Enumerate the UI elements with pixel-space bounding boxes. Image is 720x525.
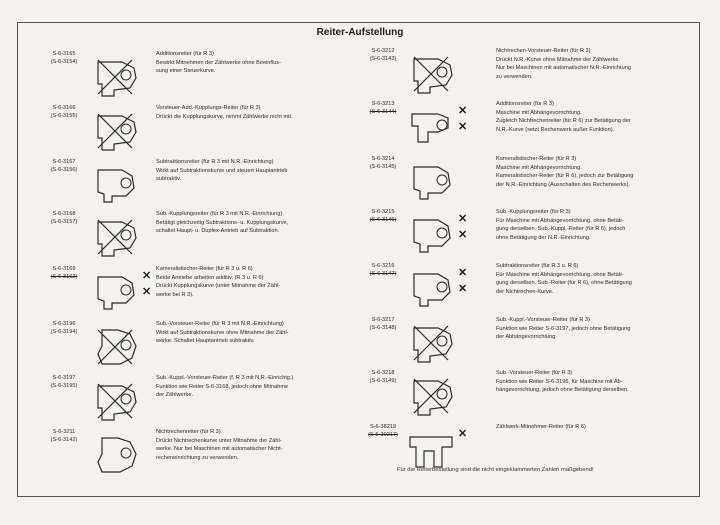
- description-line: subtraktiv.: [156, 176, 182, 183]
- part-number-old: (S-6-3157): [50, 219, 78, 225]
- part-number-old: (S-6-3162): [50, 274, 78, 280]
- description-line: Sub.-Vorsteuer-Reiter (für R 3): [496, 370, 573, 376]
- tab-hole: [121, 70, 131, 80]
- tab-illustration: [92, 108, 140, 154]
- tab-description: [496, 262, 632, 296]
- tab-description: [496, 208, 625, 242]
- description-line: Drückt N.R.-Kurve ohne Mitnahme der Zählwerke.: [496, 56, 621, 63]
- tab-illustration: [92, 214, 140, 260]
- part-number: [352, 423, 414, 439]
- x-mark-icon: ✕: [458, 229, 468, 241]
- part-number-current: S-6-3165: [52, 51, 76, 57]
- description-line: Sub.-Kupplungsreiter (für R 3): [496, 209, 571, 215]
- tab-outline: [414, 274, 450, 306]
- description-line: gung derselben. Sub.-Kuppl.-Reiter (für R 6), jedoch: [496, 226, 626, 233]
- part-number: [33, 158, 95, 174]
- tab-illustration: [408, 373, 456, 419]
- part-number-old: (S-6-3145): [369, 164, 397, 170]
- tab-outline: [414, 220, 450, 252]
- part-number-current: S-6-3214: [371, 156, 395, 162]
- tab-hole: [437, 389, 447, 399]
- part-number: [352, 100, 414, 116]
- tab-drawing: [92, 162, 140, 208]
- part-number-current: S-6-3218: [371, 370, 395, 376]
- tab-drawing: [408, 104, 456, 150]
- part-number-current: S-6-3167: [52, 159, 76, 165]
- part-number: [352, 262, 414, 278]
- part-number: [33, 50, 95, 66]
- description-line: Vorsteuer-Add.-Kupplungs-Reiter (für R 3): [156, 105, 261, 111]
- description-line: Wirkt auf Subtraktionskurve und steuert Hauptantrieb: [156, 167, 288, 174]
- tab-description: [156, 374, 293, 400]
- tab-illustration: [92, 54, 140, 100]
- tab-description: [156, 320, 288, 346]
- description-line: N.R.-Kurve (setzt Rechenwerk außer Funktion).: [496, 126, 615, 133]
- description-line: Bewirkt Mitnehmen der Zählwerke ohne Beeinflus-: [156, 59, 281, 66]
- description-line: Kameralistischer-Reiter (für R 6), jedoch zur Betätigung: [496, 173, 634, 180]
- tab-drawing: [92, 214, 140, 260]
- description-line: Subtraktionsreiter (für R 3 u. R 6): [496, 263, 579, 269]
- tab-drawing: [92, 432, 140, 478]
- part-number-old: (S-6-30217): [368, 432, 398, 438]
- tab-drawing: [408, 373, 456, 419]
- part-number: [33, 428, 95, 444]
- tab-illustration: [408, 159, 456, 205]
- tab-illustration: [408, 320, 456, 366]
- tab-outline: [412, 114, 448, 142]
- tab-drawing: [408, 51, 456, 97]
- tab-drawing: [408, 266, 456, 312]
- x-mark-icon: ✕: [458, 213, 468, 225]
- description-line: der Abhängevorrichtung.: [496, 334, 557, 341]
- part-number-old: (S-6-3195): [50, 383, 78, 389]
- tab-description: [496, 47, 631, 81]
- x-mark-icon: ✕: [142, 286, 152, 298]
- description-line: Additionsreiter (für R 3): [496, 101, 554, 107]
- tab-description: [496, 155, 633, 189]
- tab-hole: [437, 282, 447, 292]
- description-line: Für Maschine mit Abhängevorrichtung, ohne Betäti-: [496, 217, 624, 224]
- tab-hole: [121, 448, 131, 458]
- part-number-old: (S-6-3142): [50, 437, 78, 443]
- tab-drawing: [408, 159, 456, 205]
- description-line: der Zählwerke.: [156, 392, 193, 399]
- tab-drawing: [408, 212, 456, 258]
- description-line: Nichtrechen-Vorsteuer-Reiter (für R 3): [496, 48, 591, 54]
- tab-illustration: [92, 324, 140, 370]
- part-number-current: S-6-3216: [371, 263, 395, 269]
- description-line: Zugleich Nichtrechenreiter (für R 6) zur Betätigung der: [496, 118, 631, 125]
- tab-hole: [121, 394, 131, 404]
- part-number: [352, 47, 414, 63]
- part-number-current: S-6-38219: [369, 424, 397, 430]
- tab-illustration: [408, 104, 456, 150]
- description-line: der N.R.-Einrichtung (Ausschalten des Rechenwerks).: [496, 181, 630, 188]
- tab-description: [156, 428, 283, 462]
- tab-drawing: [408, 320, 456, 366]
- description-line: Funktion wie Reiter S-6-3196, für Maschine mit Ab-: [496, 378, 623, 385]
- part-number: [33, 320, 95, 336]
- description-line: ohne Betätigung der N.R.-Einrichtung.: [496, 234, 591, 241]
- description-line: Sub.-Kuppl.-Vorsteuer-Reiter (f. R 3 mit N.R.-Einrichtg.): [156, 375, 294, 381]
- description-line: Sub.-Kuppl.-Vorsteuer-Reiter (für R 3): [496, 317, 590, 323]
- description-line: Kameralistischer-Reiter (für R 3): [496, 156, 577, 162]
- part-number-old: (S-6-3143): [369, 56, 397, 62]
- tab-description: [496, 423, 586, 432]
- tab-drawing: [92, 108, 140, 154]
- part-number-current: S-6-3196: [52, 321, 76, 327]
- tab-description: [156, 158, 288, 184]
- part-number-current: S-6-3213: [371, 101, 395, 107]
- tab-outline: [98, 277, 134, 309]
- tab-description: [156, 104, 292, 121]
- part-number-old: (S-6-3147): [369, 271, 397, 277]
- part-number: [33, 104, 95, 120]
- x-mark-icon: ✕: [458, 283, 468, 295]
- part-number-current: S-6-3166: [52, 105, 76, 111]
- description-line: der Nichtrechen-Kurve.: [496, 288, 554, 295]
- tab-outline: [98, 170, 134, 202]
- description-line: gung derselben. Sub.-Reiter (für R 6), ohne Betätigung: [496, 280, 632, 287]
- part-number: [33, 210, 95, 226]
- description-line: werke. Schaltet Hauptantrieb subtraktiv.: [156, 338, 255, 345]
- description-line: Zählwerk-Mitnehmer-Reiter (für R 6): [496, 424, 586, 430]
- tab-hole: [121, 124, 131, 134]
- description-line: Nur bei Maschinen mit automatischer N.R.-Einrichtung: [496, 65, 631, 72]
- part-number: [33, 265, 95, 281]
- tab-illustration: [408, 212, 456, 258]
- part-number: [33, 374, 95, 390]
- description-line: Drückt Kupplungskurve (unter Mitnahme der Zähl-: [156, 283, 281, 290]
- tab-description: [156, 210, 288, 236]
- tab-outline: [414, 167, 450, 199]
- tab-hole: [437, 175, 447, 185]
- description-line: Kameralistischer-Reiter (für R 3 u. R 6): [156, 266, 253, 272]
- tab-drawing: [92, 324, 140, 370]
- footer-note: Für die Reiterbestellung sind die nicht eingeklammerten Zahlen maßgebend!: [397, 467, 594, 473]
- page-title: Reiter-Aufstellung: [316, 27, 404, 38]
- part-number-current: S-6-3168: [52, 211, 76, 217]
- tab-illustration: [92, 269, 140, 315]
- part-number-old: (S-6-3144): [369, 109, 397, 115]
- x-mark-icon: ✕: [458, 428, 468, 440]
- tab-drawing: [92, 378, 140, 424]
- part-number-old: (S-6-3148): [369, 325, 397, 331]
- part-number: [352, 369, 414, 385]
- tab-hole: [121, 178, 131, 188]
- part-number: [352, 155, 414, 171]
- part-number-current: S-6-3211: [52, 429, 76, 435]
- description-line: Für Maschine mit Abhängevorrichtung, ohne Betäti-: [496, 271, 624, 278]
- tab-drawing: [92, 269, 140, 315]
- description-line: werke. Nur bei Maschinen mit automatischer Nicht-: [156, 446, 283, 453]
- description-line: werke bei R 3).: [156, 291, 194, 298]
- description-line: Sub.-Kupplungsreiter (für R 3 mit N.R.-Einrichtung): [156, 211, 283, 217]
- description-line: recheneinrichtung zu verwenden.: [156, 454, 239, 461]
- tab-hole: [121, 285, 131, 295]
- description-line: Sub.-Vorsteuer-Reiter (für R 3 mit N.R.-Einrichtung): [156, 321, 284, 327]
- description-line: zu verwenden.: [496, 73, 533, 80]
- part-number-old: (S-6-3194): [50, 329, 78, 335]
- description-line: Subtraktionsreiter (für R 3 mit N.R.-Einrichtung): [156, 159, 274, 165]
- part-number: [352, 208, 414, 224]
- part-number-current: S-6-3215: [371, 209, 395, 215]
- x-mark-icon: ✕: [458, 121, 468, 133]
- tab-description: [156, 265, 280, 299]
- description-line: schaltet Haupt- u. Duplex-Antrieb auf Subtraktion.: [156, 228, 280, 235]
- description-line: Wirkt auf Subtraktionskurve ohne Mitnahme der Zähl-: [156, 329, 289, 336]
- part-number-old: (S-6-3146): [369, 217, 397, 223]
- part-number-old: (S-6-3149): [369, 378, 397, 384]
- description-line: Nichtrechenreiter (für R 3): [156, 429, 221, 435]
- x-mark-icon: ✕: [458, 267, 468, 279]
- part-number-current: S-6-3212: [371, 48, 395, 54]
- description-line: Drückt Nichtrechenkurve unter Mitnahme der Zähl-: [156, 437, 282, 444]
- tab-illustration: [92, 378, 140, 424]
- part-number-old: (S-6-3154): [50, 59, 78, 65]
- part-number-current: S-6-3217: [371, 317, 395, 323]
- description-line: Maschine mit Abhängevorrichtung.: [496, 109, 582, 116]
- part-number-current: S-6-3197: [52, 375, 76, 381]
- part-number-current: S-6-3169: [52, 266, 76, 272]
- description-line: Betätigt gleichzeitig Subtraktions- u. Kupplungskurve,: [156, 219, 289, 226]
- tab-outline: [410, 437, 452, 467]
- tab-hole: [437, 336, 447, 346]
- tab-description: [496, 100, 631, 134]
- description-line: hängevorrichtung, jedoch ohne Betätigung derselben.: [496, 387, 629, 394]
- description-line: sung einer Steuerkurve.: [156, 68, 216, 75]
- tab-illustration: [92, 432, 140, 478]
- part-number-old: (S-6-3155): [50, 113, 78, 119]
- tab-description: [496, 316, 630, 342]
- description-line: Drückt die Kupplungskurve, nimmt Zählwerke nicht mit.: [156, 113, 293, 120]
- description-line: Funktion wie Reiter S-6-3197, jedoch ohne Betätigung: [496, 325, 631, 332]
- part-number: [352, 316, 414, 332]
- x-mark-icon: ✕: [142, 270, 152, 282]
- tab-description: [156, 50, 281, 76]
- x-mark-icon: ✕: [458, 105, 468, 117]
- tab-illustration: [408, 266, 456, 312]
- tab-hole: [121, 230, 131, 240]
- tab-description: [496, 369, 629, 395]
- tab-hole: [121, 340, 131, 350]
- description-line: Beide Antriebe arbeiten additiv. (R 3 u. R 6): [156, 274, 264, 281]
- tab-hole: [437, 120, 447, 130]
- description-line: Maschine mit Abhängevorrichtung.: [496, 164, 582, 171]
- description-line: Funktion wie Reiter S-6-3168, jedoch ohne Mitnahme: [156, 383, 289, 390]
- tab-drawing: [92, 54, 140, 100]
- tab-illustration: [92, 162, 140, 208]
- tab-hole: [437, 228, 447, 238]
- description-line: Additionsreiter (für R 3): [156, 51, 214, 57]
- part-number-old: (S-6-3156): [50, 167, 78, 173]
- tab-illustration: [408, 51, 456, 97]
- tab-hole: [437, 67, 447, 77]
